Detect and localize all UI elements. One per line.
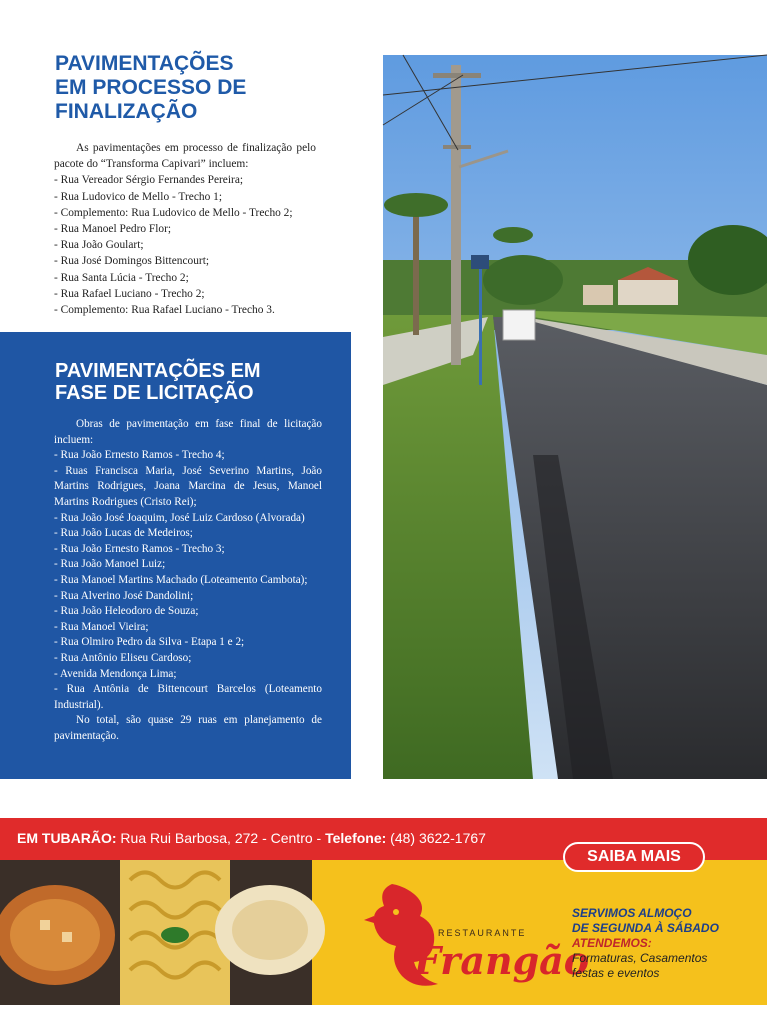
section2-item: - Rua João Manoel Luiz; <box>54 558 166 571</box>
road-photo <box>383 55 767 779</box>
section2-item: - Rua João José Joaquim, José Luiz Cardoso (Alvorada) <box>54 511 305 524</box>
ad-phone: (48) 3622-1767 <box>386 830 486 846</box>
section2-item: - Rua João Heleodoro de Souza; <box>54 605 199 618</box>
section2-item: - Rua Antônia de Bittencourt Barcelos (Loteamento Industrial). <box>54 683 322 711</box>
section1-item: - Rua Vereador Sérgio Fernandes Pereira; <box>54 174 244 187</box>
section1-item: - Rua José Domingos Bittencourt; <box>54 255 210 268</box>
rooster-icon <box>352 874 590 1002</box>
section2-item: - Rua Olmiro Pedro da Silva - Etapa 1 e 2; <box>54 636 245 649</box>
section2-item: - Rua Manoel Martins Machado (Loteamento Cambota); <box>54 573 308 586</box>
section1-item: - Rua Ludovico de Mello - Trecho 1; <box>54 190 222 203</box>
section2-item: - Rua João Ernesto Ramos - Trecho 4; <box>54 449 225 462</box>
logo-small-text: RESTAURANTE <box>438 928 527 938</box>
section2-item: - Rua Antônio Eliseu Cardoso; <box>54 651 192 664</box>
section1-item: - Rua Santa Lúcia - Trecho 2; <box>54 271 189 284</box>
ad-line-4: Formaturas, Casamentos <box>572 951 708 965</box>
section2-item: - Avenida Mendonça Lima; <box>54 667 177 680</box>
ad-info <box>572 906 762 981</box>
saiba-mais-button[interactable]: SAIBA MAIS <box>563 842 705 872</box>
ad-line-2: DE SEGUNDA À SÁBADO <box>572 921 719 935</box>
section1-title: PAVIMENTAÇÕES EM PROCESSO DE FINALIZAÇÃO <box>55 52 247 123</box>
section1-item: - Complemento: Rua Rafael Luciano - Trecho 3. <box>54 304 275 317</box>
section1-item: - Rua João Goulart; <box>54 239 144 252</box>
ad-address: Rua Rui Barbosa, 272 - Centro - <box>116 830 326 846</box>
section2-closing: No total, são quase 29 ruas em planejamento de pavimentação. <box>54 714 322 742</box>
section2-item: - Rua Manoel Vieira; <box>54 620 149 633</box>
food-photo <box>0 860 312 1005</box>
logo-name-text: Frangão <box>414 938 590 983</box>
ad-city-label: EM TUBARÃO: <box>17 830 117 846</box>
section1-intro: As pavimentações em processo de finalização pelo pacote do “Transforma Capivari” incluem: <box>54 142 316 171</box>
section1-body <box>54 140 316 318</box>
section2-item: - Ruas Francisca Maria, José Severino Martins, João Martins Rodrigues, Joana Marcina de Jesus, Manoel Martins Rodrigues (Cristo Rei); <box>54 464 322 508</box>
section2-body <box>54 417 322 744</box>
section2-item: - Rua João Ernesto Ramos - Trecho 3; <box>54 542 225 555</box>
ad-line-3: ATENDEMOS: <box>572 936 652 950</box>
section1-item: - Rua Manoel Pedro Flor; <box>54 223 172 236</box>
section1-item: - Rua Rafael Luciano - Trecho 2; <box>54 287 205 300</box>
ad-phone-label: Telefone: <box>325 830 387 846</box>
section2-item: - Rua Alverino José Dandolini; <box>54 589 194 602</box>
restaurant-ad <box>0 818 767 1005</box>
section2-title: PAVIMENTAÇÕES EM FASE DE LICITAÇÃO <box>55 360 261 404</box>
ad-line-5: festas e eventos <box>572 966 660 980</box>
section1-item: - Complemento: Rua Ludovico de Mello - Trecho 2; <box>54 206 293 219</box>
ad-line-1: SERVIMOS ALMOÇO <box>572 906 692 920</box>
frangao-logo <box>352 874 590 1002</box>
section2-intro: Obras de pavimentação em fase final de licitação incluem: <box>54 418 322 446</box>
section2-item: - Rua João Lucas de Medeiros; <box>54 527 193 540</box>
